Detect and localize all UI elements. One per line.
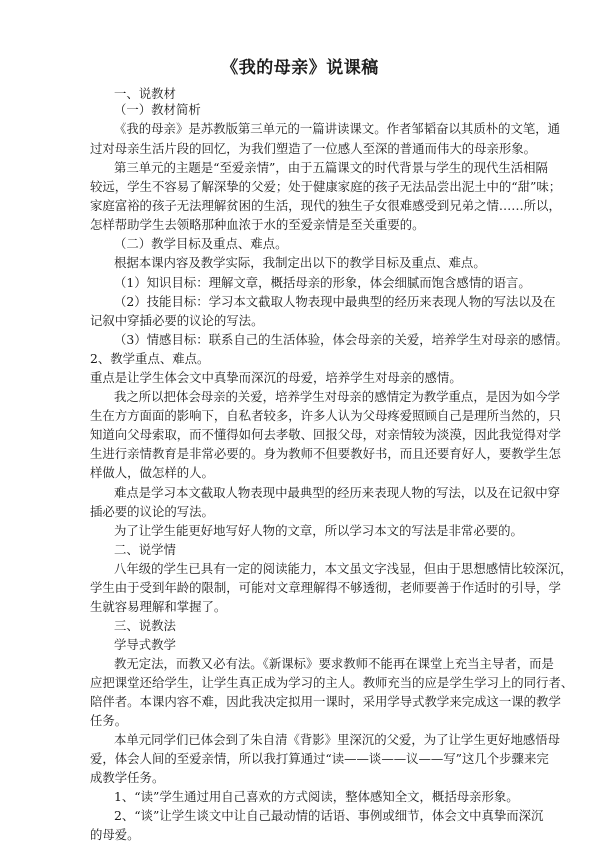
page-title: 《我的母亲》说课稿 — [221, 58, 379, 78]
subheading-guided-teaching: 学导式教学 — [114, 637, 176, 652]
step-read: 1、“读”学生通过用自己喜欢的方式阅读，整体感知全文，概括母亲形象。 — [114, 789, 519, 804]
goal-skill: （2）技能目标：学习本文截取人物表现中最典型的经历来表现人物的写法以及在 — [114, 294, 556, 309]
section-heading-students: 二、说学情 — [114, 542, 176, 557]
paragraph-line: 八年级的学生已具有一定的阅读能力，本文虽文字浅显，但由于思想感情比较深沉， — [114, 561, 573, 576]
paragraph-line: 生在方方面面的影响下，自私者较多，许多人认为父母疼爱照顾自己是理所当然的，只 — [90, 408, 561, 423]
paragraph-line: 较远，学生不容易了解深挚的父爱；处于健康家庭的孩子无法品尝出泥土中的“甜”味； — [90, 179, 562, 194]
paragraph-line: 第三单元的主题是“至爱亲情”，由于五篇课文的时代背景与学生的现代生活相隔 — [114, 160, 548, 175]
goal-skill: 记叙中穿插必要的议论的写法。 — [90, 313, 264, 328]
paragraph-line: 为了让学生能更好地写好人物的文章，所以学习本文的写法是非常必要的。 — [114, 523, 523, 538]
paragraph-line: 学生由于受到年龄的限制，可能对文章理解得不够透彻，老师要善于作适时的引导，学 — [90, 580, 561, 595]
paragraph-line: 本单元同学们已体会到了朱自清《背影》里深沉的父爱，为了让学生更好地感悟母 — [114, 732, 561, 747]
goal-emotion: （3）情感目标：联系自己的生活体验，体会母亲的关爱，培养学生对母亲的感情。 — [114, 332, 568, 347]
paragraph-line: 教无定法，而教又必有法。《新课标》要求教师不能再在课堂上充当主导者，而是 — [114, 656, 554, 671]
paragraph-line: 家庭富裕的孩子无法理解贫困的生活，现代的独生子女很难感受到兄弟之情……所以， — [90, 198, 561, 213]
paragraph-line: 根据本课内容及教学实际，我制定出以下的教学目标及重点、难点。 — [114, 255, 486, 270]
step-discuss: 的母爱。 — [90, 827, 140, 842]
section-heading-methods: 三、说教法 — [114, 618, 176, 633]
paragraph-line: 插必要的议论的写法。 — [90, 504, 214, 519]
paragraph-line: 应把课堂还给学生，让学生真正成为学习的主人。教师充当的应是学生学习上的同行者、 — [90, 675, 574, 690]
paragraph-line: 任务。 — [90, 713, 128, 728]
paragraph-line: 怎样帮助学生去领略那种血浓于水的至爱亲情是至关重要的。 — [90, 217, 425, 232]
paragraph-line: 样做人，做怎样的人。 — [90, 465, 214, 480]
goal-knowledge: （1）知识目标：理解文章，概括母亲的形象，体会细腻而饱含感情的语言。 — [114, 275, 531, 290]
paragraph-line: 知道向父母索取，而不懂得如何去孝敬、回报父母，对亲情较为淡漠，因此我觉得对学 — [90, 427, 561, 442]
paragraph-line: 重点是让学生体会文中真挚而深沉的母爱，培养学生对母亲的感情。 — [90, 370, 462, 385]
paragraph-line: 爱，体会人间的至爱亲情，所以我打算通过“读——谈——议——写”这几个步骤来完 — [90, 751, 549, 766]
paragraph-line: 陪伴者。本课内容不难，因此我决定拟用一课时，采用学导式教学来完成这一课的教学 — [90, 694, 561, 709]
step-discuss: 2、“谈”让学生谈文中让自己最动情的话语、事例或细节，体会文中真挚而深沉 — [114, 808, 544, 823]
paragraph-line: 难点是学习本文截取人物表现中最典型的经历来表现人物的写法，以及在记叙中穿 — [114, 485, 561, 500]
paragraph-line: 成教学任务。 — [90, 770, 165, 785]
paragraph-line: 我之所以把体会母亲的关爱，培养学生对母亲的感情定为教学重点，是因为如今学 — [114, 389, 561, 404]
paragraph-line: 《我的母亲》是苏教版第三单元的一篇讲读课文。作者邹韬奋以其质朴的文笔，通 — [114, 121, 561, 136]
paragraph-line: 生进行亲情教育是非常必要的。身为教师不但要教好书，而且还要育好人，要教学生怎 — [90, 446, 561, 461]
paragraph-line: 过对母亲生活片段的回忆，为我们塑造了一位感人至深的普通而伟大的母亲形象。 — [90, 141, 537, 156]
section-heading-textbook: 一、说教材 — [114, 86, 176, 101]
paragraph-line: 生就容易理解和掌握了。 — [90, 599, 227, 614]
subheading-key-points: 2、教学重点、难点。 — [90, 351, 210, 366]
subheading-textbook-analysis: （一）教材简析 — [114, 102, 201, 117]
subheading-goals: （二）教学目标及重点、难点。 — [114, 236, 288, 251]
